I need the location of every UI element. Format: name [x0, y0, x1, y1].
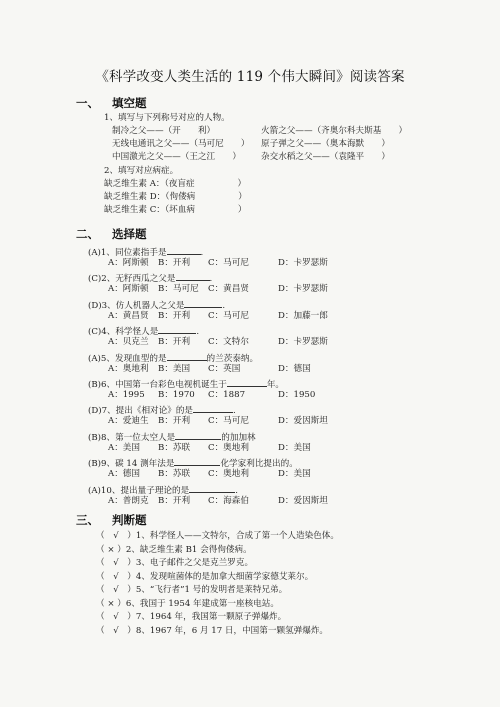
mcq-question-suffix: .	[196, 327, 200, 338]
mcq-option: A：阿斯顿	[108, 258, 149, 268]
section-title: 选择题	[112, 227, 147, 241]
section-3-heading	[76, 512, 147, 528]
mcq-question	[88, 430, 256, 444]
judgement-item: （ × ）6、我国于 1954 年建成第一座核电站。	[96, 598, 279, 609]
mcq-option: A：德国	[108, 469, 140, 480]
pair-left-3: 中国激光之父——（王之江 ）	[112, 152, 241, 162]
answer-blank	[175, 430, 221, 440]
section-1-heading	[76, 95, 147, 111]
section-number: 三、	[76, 513, 99, 527]
mcq-question-suffix: .	[200, 248, 204, 258]
mcq-option: B：开利	[158, 416, 191, 427]
mcq-option: D：爱因斯坦	[278, 416, 328, 427]
mcq-option: C：奥地利	[208, 469, 249, 480]
mcq-question-suffix: .	[235, 485, 238, 496]
pair-left-2: 无线电通讯之父——（马可尼 ）	[112, 139, 250, 149]
mcq-option: B：开利	[158, 495, 191, 506]
mcq-question-text: (C)2、无籽西瓜之父是	[88, 274, 176, 285]
mcq-option: A：阿斯顿	[108, 284, 149, 295]
mcq-question	[88, 483, 238, 497]
pair-right-3: 杂交水稻之父——（袁隆平 ）	[261, 152, 390, 162]
answer-blank	[174, 456, 220, 466]
judgement-item: （ √ ）4、发现喧菌体的是加拿大细菌学家德艾莱尔。	[96, 571, 314, 582]
section-title: 判断题	[112, 513, 147, 527]
pair-right-2: 原子弹之父——（奥本海默 ）	[261, 139, 390, 149]
mcq-question-text: (D)3、仿人机器人之父是	[88, 300, 185, 311]
vitamin-line-3: 缺乏维生素 C：（坏血病 ）	[104, 205, 247, 215]
judgement-item: （ √ ）5、“飞行者”1 号的发明者是莱特兄弟。	[96, 585, 288, 595]
mcq-option: C：马可尼	[208, 310, 249, 321]
mcq-option: D：1950	[278, 390, 316, 400]
mcq-option: A：1995	[108, 390, 145, 400]
mcq-question-text: (A)5、发现血型的是	[88, 353, 167, 364]
mcq-option: A：黄昌贤	[108, 310, 149, 321]
judgement-item: （ √ ）1、科学怪人——文特尔，合成了第一个人造染色体。	[96, 531, 339, 541]
mcq-question-text: (B)8、第一位太空人是	[88, 432, 176, 443]
vitamin-line-2: 缺乏维生素 D：（佝偻病 ）	[104, 192, 247, 202]
page-title: 《科学改变人类生活的 119 个伟大瞬间》阅读答案	[95, 69, 405, 85]
answer-blank	[167, 351, 207, 361]
mcq-question-text: (B)6、中国第一台彩色电视机诞生于	[88, 380, 227, 390]
mcq-option: A：爱迪生	[108, 416, 149, 427]
mcq-option: B：美国	[158, 363, 191, 374]
mcq-question-suffix: .	[222, 300, 226, 311]
answer-blank	[193, 403, 233, 413]
mcq-option: A：美国	[108, 442, 140, 453]
answer-blank	[176, 271, 210, 281]
section-number: 一、	[76, 96, 99, 110]
mcq-question-suffix: 化学家利比提出的。	[220, 459, 298, 470]
mcq-option: D：卡罗瑟斯	[278, 337, 328, 348]
judgement-item: （ √ ）3、电子邮件之父是克兰罗克。	[96, 558, 254, 568]
mcq-question-suffix: 的兰茨泰纳。	[206, 353, 259, 364]
mcq-question-text: (B)9、碳 14 测年法是	[88, 459, 175, 470]
mcq-question	[88, 298, 225, 312]
mcq-option: D：德国	[278, 363, 311, 374]
mcq-option: A：贝克兰	[108, 337, 149, 348]
mcq-option: C：海森伯	[208, 495, 249, 506]
fill-question-1: 1、填写与下列称号对应的人物。	[104, 113, 230, 123]
mcq-question-suffix: .	[209, 274, 213, 285]
mcq-option: B：马可尼	[158, 284, 199, 295]
mcq-option: B：开利	[158, 337, 191, 348]
section-number: 二、	[76, 227, 99, 241]
answer-blank	[227, 377, 267, 387]
mcq-option: A：奥地利	[108, 363, 149, 374]
mcq-question-suffix: 年。	[266, 380, 285, 390]
mcq-option: D：美国	[278, 442, 311, 453]
mcq-option: D：加藤一郎	[278, 310, 328, 321]
mcq-question	[88, 377, 284, 391]
mcq-question	[88, 351, 258, 365]
answer-blank	[184, 298, 222, 308]
pair-right-1: 火箭之父——（齐奥尔科夫斯基 ）	[261, 126, 408, 136]
mcq-option: D：爱因斯坦	[278, 495, 328, 506]
pair-left-1: 制冷之父——（开 利）	[112, 126, 216, 136]
mcq-option: B：开利	[158, 258, 191, 268]
mcq-option: C：马可尼	[208, 416, 249, 427]
mcq-question-suffix: 的加加林	[221, 432, 256, 443]
mcq-question-text: (A)10、提出量子理论的是	[88, 485, 190, 496]
mcq-option: B：苏联	[158, 469, 191, 480]
section-2-heading	[76, 226, 147, 242]
mcq-option: C：奥地利	[208, 442, 249, 453]
section-title: 填空题	[112, 96, 147, 110]
mcq-option: C：1887	[208, 390, 246, 400]
answer-blank	[158, 324, 196, 334]
mcq-option: B：苏联	[158, 442, 191, 453]
mcq-option: A：普朗克	[108, 495, 149, 506]
answer-blank	[167, 245, 201, 255]
mcq-question-text: (D)7、提出《相对论》的是	[88, 406, 194, 417]
mcq-question	[88, 245, 203, 259]
vitamin-line-1: 缺乏维生素 A：（夜盲症 ）	[104, 179, 247, 189]
mcq-question-text: (A)1、同位素指手是	[88, 248, 167, 258]
judgement-item: （ × ）2、缺乏维生素 B1 会得佝偻病。	[96, 544, 252, 555]
mcq-question-suffix: .	[233, 406, 236, 417]
mcq-option: D：美国	[278, 469, 311, 480]
fill-question-2: 2、填写对应病症。	[104, 166, 179, 176]
mcq-option: D：卡罗瑟斯	[278, 284, 328, 295]
mcq-option: C：黄昌贤	[208, 284, 249, 295]
mcq-question-text: (C)4、科学怪人是	[88, 327, 159, 338]
mcq-option: B：开利	[158, 310, 191, 321]
mcq-option: D：卡罗瑟斯	[278, 258, 328, 268]
answer-blank	[189, 483, 235, 493]
judgement-item: （ √ ）8、1967 年，6 月 17 日，中国第一颗氢弹爆炸。	[96, 625, 329, 636]
mcq-option: C：英国	[208, 363, 241, 374]
judgement-item: （ √ ）7、1964 年，我国第一颗原子弹爆炸。	[96, 612, 287, 622]
mcq-option: B：1970	[158, 390, 195, 400]
mcq-option: C：马可尼	[208, 258, 249, 268]
mcq-option: C：文特尔	[208, 337, 249, 348]
